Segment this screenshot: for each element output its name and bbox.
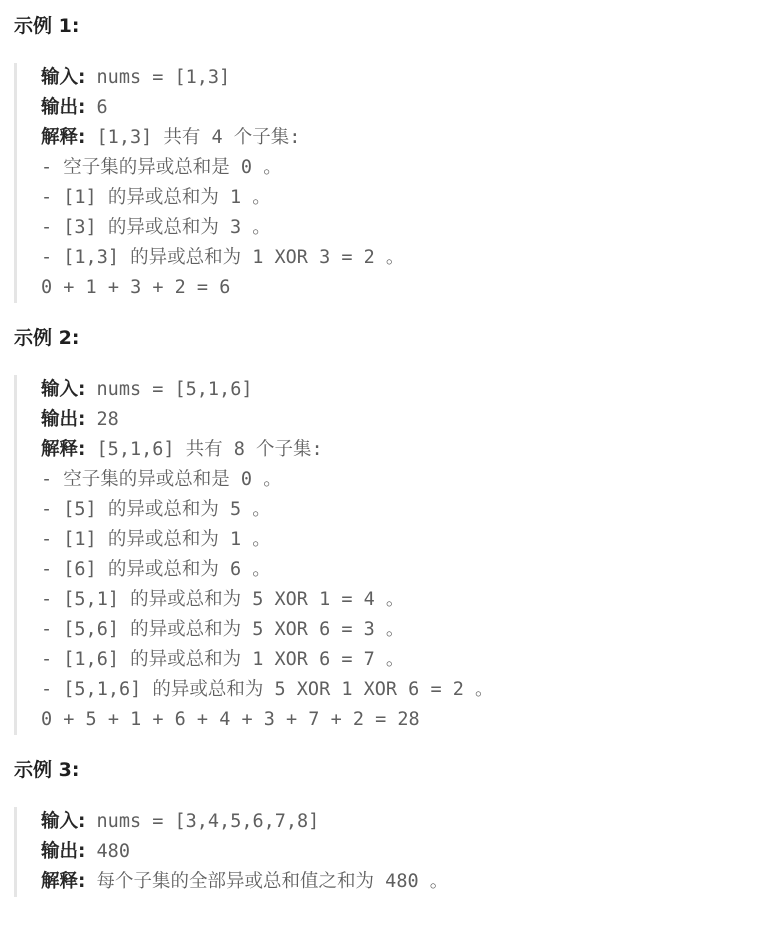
explanation-detail: - [1] 的异或总和为 1 。: [41, 529, 271, 550]
input-line: [41, 807, 761, 837]
explanation-detail: - [1] 的异或总和为 1 。: [41, 187, 271, 208]
explanation-line: [41, 435, 761, 465]
output-line: [41, 93, 761, 123]
explanation-detail: - [1,3] 的异或总和为 1 XOR 3 = 2 。: [41, 247, 405, 268]
explanation-value: [5,1,6] 共有 8 个子集:: [85, 439, 323, 460]
example-title: 示例 1:: [14, 15, 80, 37]
explanation-label: 解释:: [41, 871, 86, 892]
explanation-detail: - [5] 的异或总和为 5 。: [41, 499, 271, 520]
explanation-detail: - [5,6] 的异或总和为 5 XOR 6 = 3 。: [41, 619, 405, 640]
explanation-detail: - 空子集的异或总和是 0 。: [41, 469, 282, 490]
output-label: 输出:: [41, 97, 86, 118]
explanation-value: [1,3] 共有 4 个子集:: [85, 127, 301, 148]
explanation-line: [41, 867, 761, 897]
input-line: [41, 375, 761, 405]
input-label: 输入:: [41, 379, 86, 400]
explanation-detail: 0 + 5 + 1 + 6 + 4 + 3 + 7 + 2 = 28: [41, 709, 420, 730]
example-code-block: [14, 63, 761, 303]
explanation-label: 解释:: [41, 439, 86, 460]
example-1: [14, 11, 761, 323]
example-3: [14, 755, 761, 897]
explanation-value: 每个子集的全部异或总和值之和为 480 。: [85, 871, 449, 892]
explanation-detail: - [5,1,6] 的异或总和为 5 XOR 1 XOR 6 = 2 。: [41, 679, 494, 700]
example-title: 示例 3:: [14, 759, 80, 781]
output-value: 480: [85, 841, 130, 862]
explanation-detail: - [5,1] 的异或总和为 5 XOR 1 = 4 。: [41, 589, 405, 610]
example-code-block: [14, 807, 761, 897]
input-value: nums = [3,4,5,6,7,8]: [85, 811, 320, 832]
example-2: [14, 323, 761, 755]
explanation-detail: - [1,6] 的异或总和为 1 XOR 6 = 7 。: [41, 649, 405, 670]
example-code-block: [14, 375, 761, 735]
output-line: [41, 837, 761, 867]
input-line: [41, 63, 761, 93]
explanation-detail: - 空子集的异或总和是 0 。: [41, 157, 282, 178]
explanation-label: 解释:: [41, 127, 86, 148]
output-value: 6: [85, 97, 108, 118]
output-value: 28: [85, 409, 119, 430]
output-label: 输出:: [41, 409, 86, 430]
explanation-detail: - [6] 的异或总和为 6 。: [41, 559, 271, 580]
output-line: [41, 405, 761, 435]
input-value: nums = [1,3]: [85, 67, 231, 88]
explanation-line: [41, 123, 761, 153]
example-title: 示例 2:: [14, 327, 80, 349]
explanation-detail: 0 + 1 + 3 + 2 = 6: [41, 277, 231, 298]
output-label: 输出:: [41, 841, 86, 862]
input-value: nums = [5,1,6]: [85, 379, 253, 400]
explanation-detail: - [3] 的异或总和为 3 。: [41, 217, 271, 238]
input-label: 输入:: [41, 67, 86, 88]
input-label: 输入:: [41, 811, 86, 832]
